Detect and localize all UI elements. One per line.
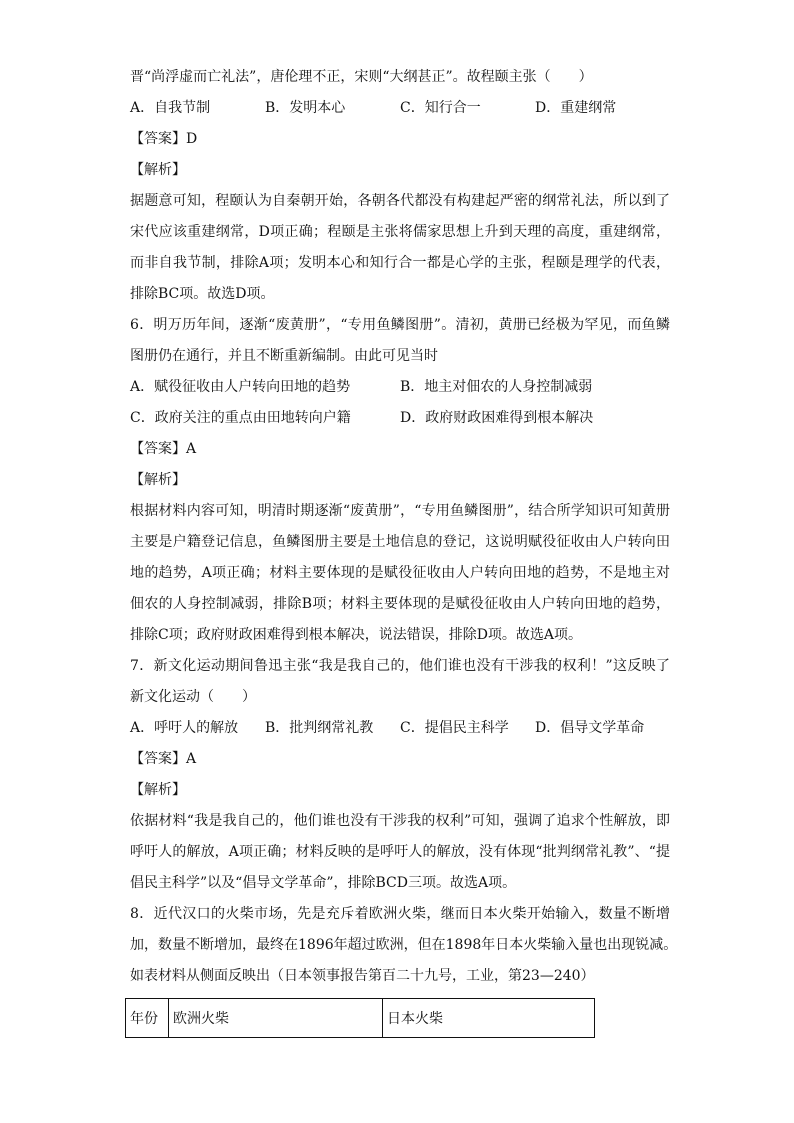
q6-analysis-line: 地的趋势，A项正确；材料主要体现的是赋役征收由人户转向田地的趋势，不是地主对	[130, 565, 670, 581]
q5-answer: 【答案】D	[130, 131, 198, 147]
q7-option-b: B．批判纲常礼教	[265, 720, 374, 736]
q7-option-c: C．提倡民主科学	[400, 720, 509, 736]
q7-analysis-line: 倡民主科学”以及“倡导文学革命”，排除BCD三项。故选A项。	[130, 875, 517, 891]
table-header-japan: 日本火柴	[383, 999, 595, 1038]
q7-option-d: D．倡导文学革命	[535, 720, 645, 736]
table-header-europe: 欧洲火柴	[169, 999, 383, 1038]
q6-analysis-label: 【解析】	[130, 472, 186, 488]
q5-option-b: B．发明本心	[265, 100, 346, 116]
q6-option-d: D．政府财政困难得到根本解决	[400, 410, 594, 426]
q8-table	[125, 998, 595, 1038]
q5-option-d: D．重建纲常	[535, 100, 617, 116]
q6-option-b: B．地主对佃农的人身控制减弱	[400, 379, 593, 395]
q6-option-a: A．赋役征收由人户转向田地的趋势	[130, 379, 351, 395]
q5-option-c: C．知行合一	[400, 100, 481, 116]
q6-stem: 6．明万历年间，逐渐“废黄册”，“专用鱼鳞图册”。清初，黄册已经极为罕见，而鱼鳞	[130, 317, 670, 333]
q8-stem: 8．近代汉口的火柴市场，先是充斥着欧洲火柴，继而日本火柴开始输入，数量不断增	[130, 906, 670, 922]
q5-option-a: A．自我节制	[130, 100, 211, 116]
q7-option-a: A．呼吁人的解放	[130, 720, 239, 736]
q7-stem: 7．新文化运动期间鲁迅主张“我是我自己的，他们谁也没有干涉我的权利！”这反映了	[130, 658, 670, 674]
q5-analysis-line: 宋代应该重建纲常，D项正确；程颐是主张将儒家思想上升到天理的高度，重建纲常，	[130, 224, 670, 240]
q5-options	[130, 93, 670, 124]
q6-analysis-line: 排除C项；政府财政困难得到根本解决，说法错误，排除D项。故选A项。	[130, 627, 583, 643]
q6-analysis-line: 根据材料内容可知，明清时期逐渐“废黄册”，“专用鱼鳞图册”，结合所学知识可知黄册	[130, 503, 670, 519]
q7-analysis-label: 【解析】	[130, 782, 186, 798]
q8-stem: 加，数量不断增加，最终在1896年超过欧洲，但在1898年日本火柴输入量也出现锐减。	[130, 937, 678, 953]
table-header-row	[126, 999, 595, 1038]
q5-stem: 晋“尚浮虚而亡礼法”，唐伦理不正，宋则“大纲甚正”。故程颐主张（ ）	[130, 69, 593, 85]
q7-analysis-line: 呼吁人的解放，A项正确；材料反映的是呼吁人的解放，没有体现“批判纲常礼教”、“提	[130, 844, 670, 860]
q6-analysis-line: 主要是户籍登记信息，鱼鳞图册主要是土地信息的登记，这说明赋役征收由人户转向田	[130, 534, 670, 550]
q7-answer: 【答案】A	[130, 751, 197, 767]
q7-stem: 新文化运动（ ）	[130, 689, 256, 705]
q5-analysis-line: 而非自我节制，排除A项；发明本心和知行合一都是心学的主张，程颐是理学的代表，	[130, 255, 670, 271]
q5-analysis-line: 排除BC项。故选D项。	[130, 286, 275, 302]
q8-stem: 如表材料从侧面反映出（日本领事报告第百二十九号，工业，第23—240）	[130, 968, 595, 984]
q6-stem: 图册仍在通行，并且不断重新编制。由此可见当时	[130, 348, 438, 364]
q5-analysis-label: 【解析】	[130, 162, 186, 178]
q7-options	[130, 713, 670, 744]
q6-options-row	[130, 403, 670, 434]
q7-analysis-line: 依据材料“我是我自己的，他们谁也没有干涉我的权利”可知，强调了追求个性解放，即	[130, 813, 670, 829]
q6-options-row	[130, 372, 670, 403]
q6-option-c: C．政府关注的重点由田地转向户籍	[130, 410, 351, 426]
question-page	[130, 62, 678, 992]
table-header-year: 年份	[126, 999, 169, 1038]
q6-analysis-line: 佃农的人身控制减弱，排除B项；材料主要体现的是赋役征收由人户转向田地的趋势，	[130, 596, 670, 612]
q5-analysis-line: 据题意可知，程颐认为自秦朝开始，各朝各代都没有构建起严密的纲常礼法，所以到了	[130, 193, 670, 209]
q6-answer: 【答案】A	[130, 441, 197, 457]
